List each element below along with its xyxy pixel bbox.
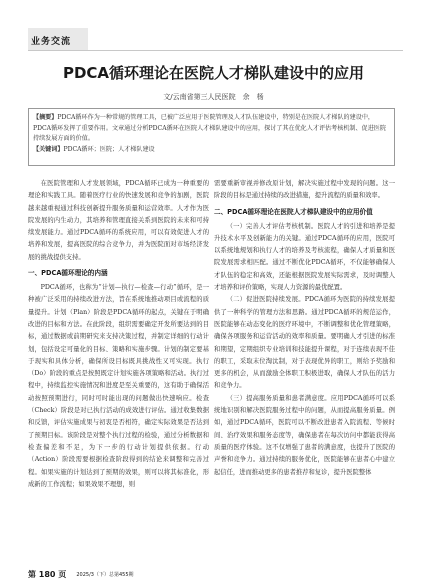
keywords xyxy=(33,145,390,156)
subsection-2-paragraph: （二）促进医院持续发展。PDCA循环为医院的持续发展提供了一种科学的管理方法和思路。通过PDCA循环的规范运作，医院能够在动态变化的医疗环境中，不断调整和优化管理策略，确保各项服务和运营活动的效率和质量。要明确人才引进的标准和期望，定期组织专业培训和技能提升课程，对于连续表现不佳的职工，采取末位淘汰制，对于表现优异的职工，则给予奖励和更多的机会，从而激励全体职工积极进取，确保人才队伍的活力和竞争力。 xyxy=(214,296,395,390)
subsection-3-paragraph: （三）提高服务质量和患者满意度。应用PDCA循环可以系统地识别和解决医院服务过程中的问题，从而提高服务质量。例如，通过PDCA循环，医院可以不断改进患者入院流程、等候时间、治疗效果和服务态度等，确保患者在每次访问中都能获得高质量的医疗体验。这不仅增强了患者的满意度，也提升了医院的声誉和竞争力。通过持续的服务优化，医院能够在患者心中建立起信任，进而推动更多的患者推荐和复诊，提升医院整体 xyxy=(214,394,395,476)
abstract-label: 【摘要】 xyxy=(33,114,58,121)
article-author: 文/云南省第三人民医院 余 杨 xyxy=(163,93,264,101)
intro-paragraph: 在医院管理和人才发展领域，PDCA循环已成为一种重要的理论和实践工具。随着医疗行业的快速发展和竞争的加剧，医院越来越重视通过科技创新提升服务质量和运营效率。人才作为医院发展的内生动力，其培养和管理直接关系到医院的未来和可持续发展能力。通过PDCA循环的系统应用，可以有效促进人才的培养和发展，提高医院的综合竞争力，并为医院面对市场经济发展的挑战提供支持。 xyxy=(28,180,209,261)
subsection-1-paragraph: （一）完善人才评估考核机制。医院人才的引进和培养是提升技术水平及创新能力的关键。通过PDCA循环的应用，医院可以系统地规划和执行人才的培养及考核流程，确保人才质量和医院发展需求相匹配。通过不断优化PDCA循环，不仅能够确保人才队伍的稳定和高效，还能根据医院发展实际需求，及时调整人才培养和评价策略，实现人力资源的最优配置。 xyxy=(214,222,395,292)
keywords-text: PDCA循环；医院；人才梯队建设 xyxy=(63,145,155,153)
keywords-label: 【关键词】 xyxy=(33,145,64,153)
section-heading-2: 二、PDCA循环理论在医院人才梯队建设中的应用价值 xyxy=(214,207,373,216)
abstract xyxy=(33,113,390,145)
section-tag: 业务交流 xyxy=(31,37,72,47)
left-column xyxy=(28,178,209,491)
header-divider xyxy=(28,50,403,51)
pdca-definition-paragraph: PDCA循环，也称为“计划—执行—检查—行动”循环，是一种被广泛采用的持续改进方法，旨在系统地推动项目或流程的质量提升。计划（Plan）阶段是PDCA循环的起点，关键在于明确改进的目标和方法。在此阶段，组织需要确定开发所要达到的目标，通过数据或前期研究来支持决策过程，并制定详细的行动计划，包括设定可量化的目标、策略和实施步骤。计划的制定要基于现实和具体分析，确保所设目标既具挑战性又可实现。执行（Do）阶段的重点是按照既定计划实施各项策略和活动。执行过程中，持续监控实施情况和进度是至关重要的，这有助于确保活动按照预期进行，同时可时能出现的问题做出快速响应。检查（Check）阶段是对已执行活动的成效进行评估。通过收集数据和反馈，评估实施成果与初衷是否相符，确定实际效果是否达到了预期目标。该阶段是对整个执行过程的检验，通过分析数据和检查偏差和不足，为下一步的行动计划提供依据。行动（Action）阶段需要根据检查阶段得到的结论来调整和完善过程。如果实施的计划达到了预期的效果，则可以将其标准化，形成新的工作流程；如果效果不理想，则 xyxy=(28,284,209,488)
issue-info: 2025/3（下）总第455期 xyxy=(76,572,134,578)
page-number: 第 180 页 xyxy=(28,570,67,579)
abstract-text: PDCA循环作为一种常规的管理工具，已被广泛应用于医院管理及人才队伍建设中，特别是在医院人才梯队的建设中，PDCA循环发挥了重要作用。文章通过分析PDCA循环在医院人才梯队建设中的应用，探讨了其在优化人才评估考核机制、促进医院持续发展方面的价值。 xyxy=(33,114,386,142)
article-title: PDCA循环理论在医院人才梯队建设中的应用 xyxy=(62,64,365,82)
right-column xyxy=(214,178,395,479)
section-heading-1: 一、PDCA循环理论的内涵 xyxy=(28,269,108,278)
continued-paragraph: 需要重新审视并修改原计划，解决实施过程中发现的问题。这一阶段的目标是通过持续的改进措施，提升流程的质量和效率。 xyxy=(214,180,395,200)
page-footer xyxy=(28,562,403,579)
abstract-box xyxy=(28,108,395,166)
